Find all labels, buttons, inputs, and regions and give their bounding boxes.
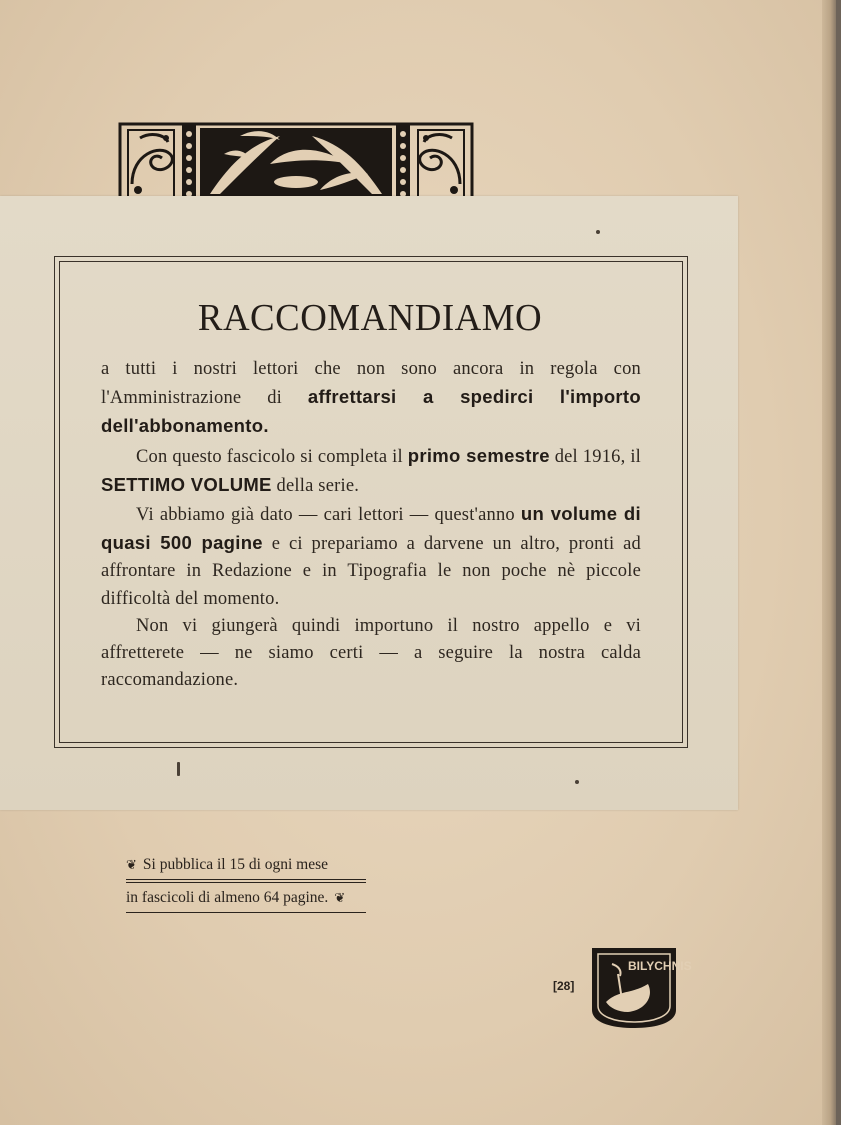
page-number: [28] — [553, 979, 575, 993]
publication-note — [126, 850, 366, 913]
logo-text: BILYCHNIS — [628, 959, 692, 973]
leaf-ornament-icon: ❦ — [126, 857, 137, 872]
p3-text-b: e ci prepariamo a darvene un altro, pronti ad affrontare in Redazione e in Tipografia le non poche nè piccole difficoltà del momento. — [101, 534, 641, 609]
paper-speck — [596, 230, 600, 234]
paper-speck — [177, 762, 180, 776]
bilychnis-logo — [588, 944, 692, 1030]
p3-text-a: Vi abbiamo già dato — cari lettori — quest'anno — [136, 505, 521, 526]
p2-text-c: della serie. — [271, 475, 360, 496]
p2-text-b: del 1916, il — [549, 446, 641, 467]
page-edge — [822, 0, 836, 1125]
leaf-ornament-icon: ❦ — [334, 890, 346, 905]
p2-bold-2: SETTIMO VOLUME — [101, 473, 272, 495]
notice-paragraph-2 — [101, 442, 641, 500]
p3-bold: un volume di quasi 500 pagine — [101, 503, 641, 554]
p1-text: a tutti i nostri lettori che non sono ancora in regola con l'Amministrazione di — [101, 359, 641, 409]
notice-paragraph-1 — [101, 356, 641, 442]
publication-line-2 — [126, 882, 366, 913]
p2-text-a: Con questo fascicolo si completa il — [136, 446, 408, 467]
publication-line-1 — [126, 850, 366, 880]
p2-bold-1: primo semestre — [407, 444, 550, 466]
publication-line-2-text: in fascicoli di almeno 64 pagine. — [126, 889, 329, 906]
decorative-ornament-icon — [120, 124, 472, 198]
notice-headline: RACCOMANDIAMO — [197, 297, 543, 339]
notice-body — [101, 356, 641, 694]
paper-speck — [575, 780, 579, 784]
notice-paragraph-4: Non vi giungerà quindi importuno il nostro appello e vi affretterete — ne siamo certi — a seguire la nostra calda raccomandazione. — [101, 615, 641, 691]
p1-bold: affrettarsi a spedirci l'importo dell'abbonamento. — [101, 386, 641, 437]
publication-line-1-text: Si pubblica il 15 di ogni mese — [142, 856, 329, 873]
notice-paragraph-3 — [101, 500, 641, 613]
